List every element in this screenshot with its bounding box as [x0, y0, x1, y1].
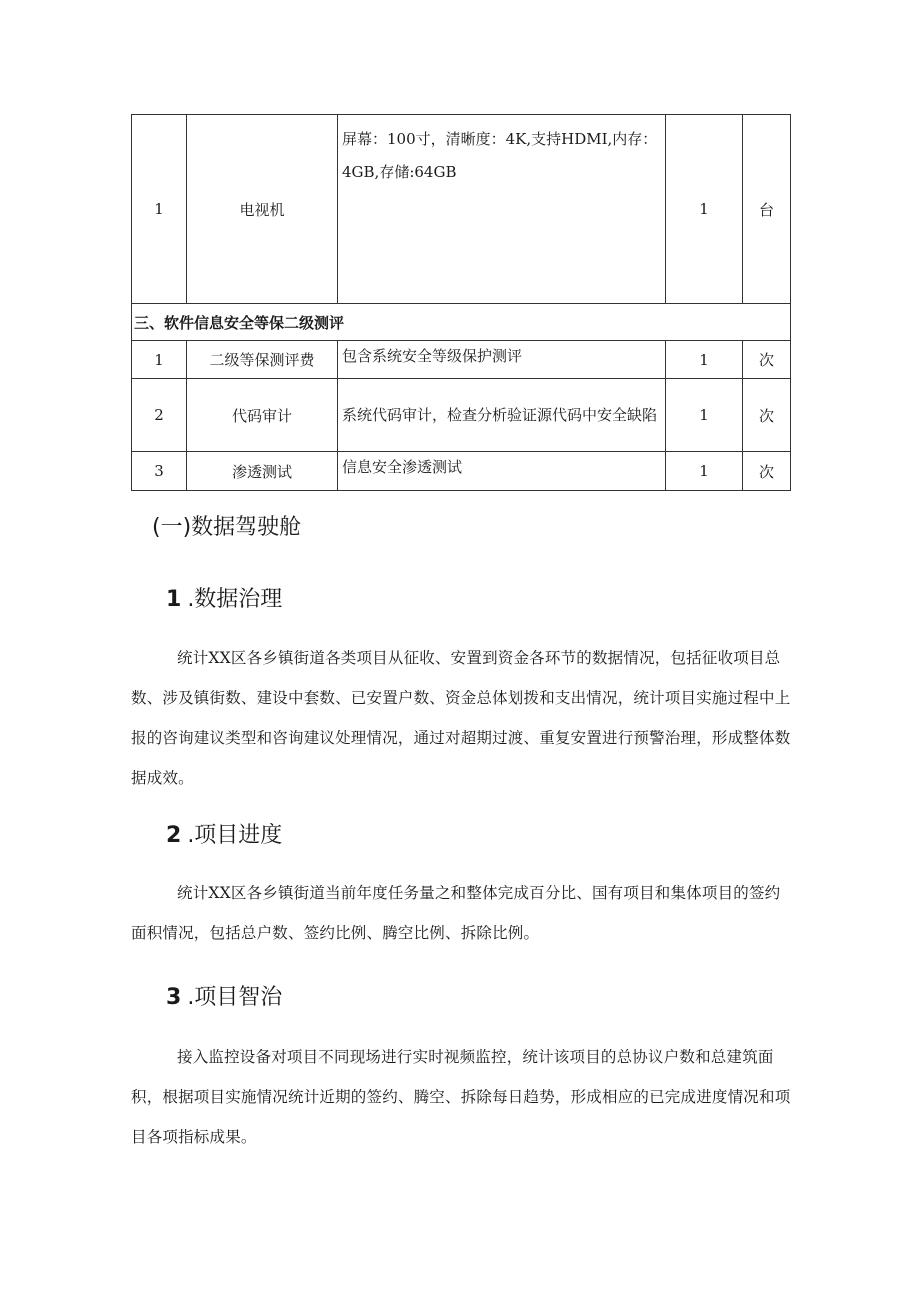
item-number: 1	[166, 587, 182, 612]
table-section-row	[132, 304, 791, 341]
item-name: 二级等保测评费	[187, 341, 338, 379]
item-qty: 1	[666, 115, 743, 304]
item-qty: 1	[666, 452, 743, 491]
item-unit: 次	[743, 452, 791, 491]
item-qty: 1	[666, 379, 743, 452]
item-unit: 台	[743, 115, 791, 304]
row-number: 1	[132, 341, 187, 379]
item-number: 2	[166, 823, 182, 848]
item-unit: 次	[743, 341, 791, 379]
row-number: 2	[132, 379, 187, 452]
item-title: .数据治理	[187, 587, 283, 612]
table-row	[132, 379, 791, 452]
item-paragraph: 统计XX区各乡镇街道当前年度任务量之和整体完成百分比、国有项目和集体项目的签约面积情况，包括总户数、签约比例、腾空比例、拆除比例。	[131, 884, 781, 942]
item-name: 渗透测试	[187, 452, 338, 491]
item-spec: 系统代码审计，检查分析验证源代码中安全缺陷	[338, 379, 666, 452]
section-heading: (一)数据驾驶舱	[152, 515, 302, 540]
table-row	[132, 452, 791, 491]
item-spec: 信息安全渗透测试	[338, 452, 666, 491]
item-name: 电视机	[187, 115, 338, 304]
item-number: 3	[166, 985, 182, 1010]
item-title: .项目智治	[187, 985, 283, 1010]
table-row	[132, 341, 791, 379]
item-spec: 包含系统安全等级保护测评	[338, 341, 666, 379]
item-qty: 1	[666, 341, 743, 379]
row-number: 1	[132, 115, 187, 304]
equipment-table	[131, 114, 791, 491]
item-heading	[166, 980, 282, 1011]
item-paragraph: 统计XX区各乡镇街道各类项目从征收、安置到资金各环节的数据情况，包括征收项目总数、涉及镇街数、建设中套数、已安置户数、资金总体划拨和支出情况，统计项目实施过程中上报的咨询建议类型和咨询建议处理情况，通过对超期过渡、重复安置进行预警治理，形成整体数据成效。	[131, 649, 791, 787]
item-unit: 次	[743, 379, 791, 452]
item-heading	[166, 582, 282, 613]
row-number: 3	[132, 452, 187, 491]
item-heading	[166, 818, 282, 849]
item-spec: 屏幕：100寸，清晰度：4K,支持HDMI,内存：4GB,存储:64GB	[338, 115, 666, 304]
item-name: 代码审计	[187, 379, 338, 452]
table-row	[132, 115, 791, 304]
item-paragraph: 接入监控设备对项目不同现场进行实时视频监控，统计该项目的总协议户数和总建筑面积，根据项目实施情况统计近期的签约、腾空、拆除每日趋势，形成相应的已完成进度情况和项目各项指标成果。	[131, 1048, 791, 1146]
section-title: 三、软件信息安全等保二级测评	[132, 304, 791, 341]
item-title: .项目进度	[187, 823, 283, 848]
